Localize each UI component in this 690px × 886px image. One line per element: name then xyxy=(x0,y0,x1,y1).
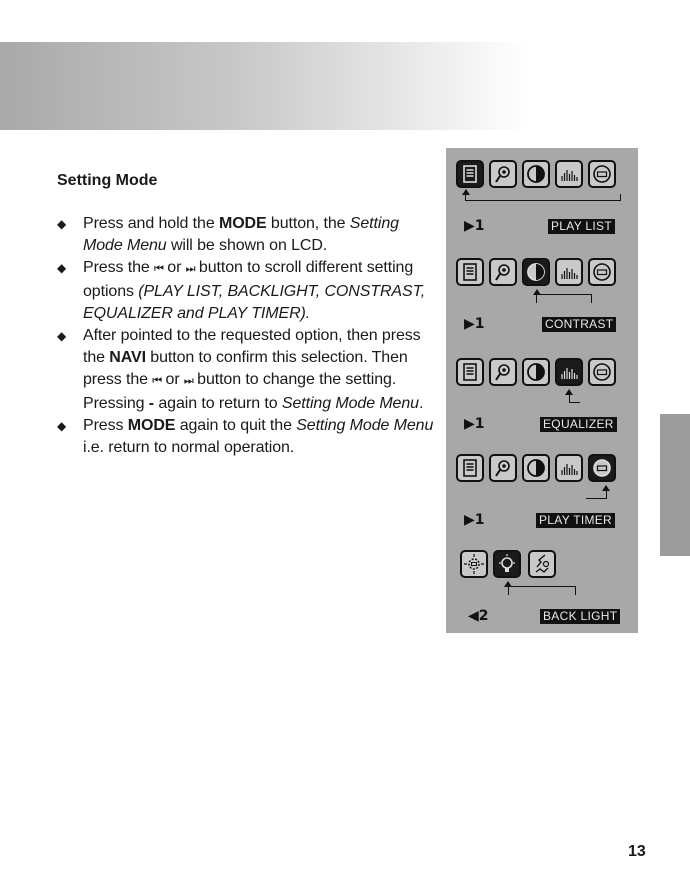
connector-line xyxy=(569,394,580,403)
next-track-icon: ⏭ xyxy=(183,375,193,388)
equalizer-icon xyxy=(555,258,583,286)
lcd-number: ▶1 xyxy=(464,416,485,432)
step-2: ◆ Press the ⏮ or ⏭ button to scroll different setting options (PLAY LIST, BACKLIGHT, CONSTRAST, EQUALIZER and PLAY TIMER). xyxy=(57,259,426,322)
step-1: ◆ Press and hold the MODE button, the Setting Mode Menu will be shown on LCD. xyxy=(57,215,399,255)
diamond-bullet-icon: ◆ xyxy=(57,261,67,276)
play-timer-icon xyxy=(588,258,616,286)
diamond-bullet-icon: ◆ xyxy=(57,217,67,231)
light-auto-icon xyxy=(493,550,521,578)
lcd-row-play-timer xyxy=(446,454,638,534)
side-tab xyxy=(660,414,690,556)
connector-line xyxy=(508,586,576,595)
lcd-label: BACK LIGHT xyxy=(540,609,620,624)
instructions xyxy=(57,172,442,459)
diamond-bullet-icon: ◆ xyxy=(57,329,67,344)
step-3: ◆ After pointed to the requested option, then press the NAVI button to confirm this selection. Then press the ⏮ or ⏭ button to change the setting. Pressing - again to return to Setting Mode Menu. xyxy=(57,327,424,412)
playlist-icon xyxy=(456,358,484,386)
step-4: ◆ Press MODE again to quit the Setting Mode Menu i.e. return to normal operation. xyxy=(57,416,434,457)
equalizer-icon xyxy=(555,160,583,188)
backlight-icon xyxy=(489,258,517,286)
page-number: 13 xyxy=(628,843,646,860)
connector-line xyxy=(586,490,607,499)
contrast-icon xyxy=(522,454,550,482)
lcd-number: ▶1 xyxy=(464,512,485,528)
lcd-number: ◀2 xyxy=(468,608,489,624)
header-band xyxy=(0,42,530,130)
lcd-label: CONTRAST xyxy=(542,317,616,332)
contrast-icon xyxy=(522,160,550,188)
contrast-icon xyxy=(522,258,550,286)
connector-line xyxy=(465,194,621,201)
diamond-bullet-icon: ◆ xyxy=(57,418,67,433)
play-timer-icon xyxy=(588,160,616,188)
playlist-icon xyxy=(456,258,484,286)
lcd-row-contrast xyxy=(446,258,638,338)
play-timer-icon xyxy=(588,358,616,386)
playlist-icon xyxy=(456,160,484,188)
lcd-label: EQUALIZER xyxy=(540,417,617,432)
connector-line xyxy=(536,294,592,303)
lcd-row-equalizer xyxy=(446,358,638,438)
prev-track-icon: ⏮ xyxy=(152,375,162,388)
section-heading: Setting Mode xyxy=(57,172,158,189)
lcd-illustration-panel xyxy=(446,148,638,633)
lcd-label: PLAY TIMER xyxy=(536,513,615,528)
backlight-icon xyxy=(489,454,517,482)
backlight-icon xyxy=(489,160,517,188)
lcd-number: ▶1 xyxy=(464,316,485,332)
prev-track-icon: ⏮ xyxy=(154,263,163,276)
contrast-icon xyxy=(522,358,550,386)
lcd-label: PLAY LIST xyxy=(548,219,615,234)
lcd-row-back-light xyxy=(446,550,638,630)
play-timer-icon xyxy=(588,454,616,482)
light-off-icon xyxy=(528,550,556,578)
lcd-number: ▶1 xyxy=(464,218,485,234)
light-on-icon xyxy=(460,550,488,578)
equalizer-icon xyxy=(555,454,583,482)
playlist-icon xyxy=(456,454,484,482)
lcd-row-play-list xyxy=(446,160,638,240)
equalizer-icon xyxy=(555,358,583,386)
backlight-icon xyxy=(489,358,517,386)
steps-list xyxy=(57,213,442,459)
next-track-icon: ⏭ xyxy=(185,263,195,276)
